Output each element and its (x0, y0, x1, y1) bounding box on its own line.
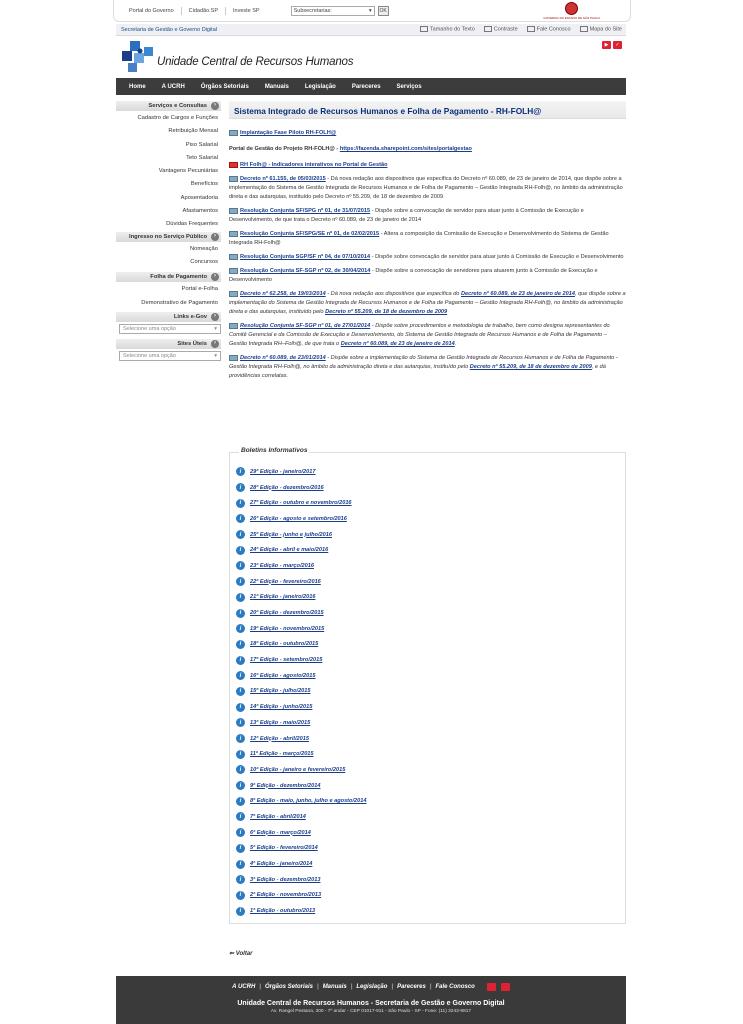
portal-url-link[interactable]: https://fazenda.sharepoint.com/sites/portalgestao (339, 146, 472, 152)
info-icon: i (236, 907, 245, 916)
info-icon: i (236, 875, 245, 884)
boletim-item (236, 762, 366, 778)
info-icon: i (236, 687, 245, 696)
header (116, 37, 626, 77)
boletim-item (236, 715, 366, 731)
boletim-link[interactable]: 6ª Edição - março/2014 (250, 829, 311, 836)
contrast-tool[interactable] (484, 26, 518, 32)
nav-ucrh[interactable]: A UCRH (161, 83, 185, 90)
footer-link-ucrh[interactable]: A UCRH (232, 984, 256, 990)
boletim-item (236, 621, 366, 637)
investe-sp-link[interactable]: Investe SP (233, 7, 260, 14)
info-icon: i (236, 703, 245, 712)
nav-manuais[interactable]: Manuais (264, 83, 289, 90)
content-item (229, 145, 626, 154)
boletim-item (236, 511, 366, 527)
boletim-item (236, 856, 366, 872)
footer-link-pareceres[interactable]: Pareceres (397, 984, 426, 990)
boletim-link[interactable]: 13ª Edição - maio/2015 (250, 719, 311, 726)
mail-icon (527, 26, 535, 32)
chevron-down-icon: ▾ (368, 7, 372, 14)
boletim-item (236, 652, 366, 668)
content-item (229, 322, 626, 349)
content-item (229, 161, 626, 170)
info-icon: i (236, 514, 245, 523)
boletim-item (236, 888, 366, 904)
boletim-link[interactable]: 2ª Edição - novembro/2013 (250, 892, 322, 899)
document-icon (229, 268, 238, 274)
footer-title: Unidade Central de Recursos Humanos - Secretaria de Gestão e Governo Digital (237, 1000, 505, 1007)
item-text: - Dispõe sobre a convocação de servidor para atuar junto à Comissão de Execução e Desenvolvimento, de que trata o Decreto nº 60.089, de 23 de janeiro de 2014 (229, 208, 584, 223)
content-item (229, 290, 626, 317)
boletim-item (236, 778, 366, 794)
nav-orgaos[interactable]: Órgãos Setoriais (200, 83, 249, 90)
separator: | (391, 984, 394, 990)
decreto-60089-main-link[interactable]: Decreto nº 60.089, de 23/01/2014 (240, 355, 326, 361)
portal-governo-link[interactable]: Portal do Governo (122, 7, 182, 15)
seal-icon (565, 2, 578, 15)
ok-button[interactable]: OK (379, 7, 387, 14)
info-icon: i (236, 765, 245, 774)
boletim-item (236, 527, 366, 543)
site-logo-text[interactable]: Unidade Central de Recursos Humanos (157, 56, 354, 68)
boletim-link[interactable]: 19ª Edição - novembro/2015 (250, 625, 325, 632)
separator: | (259, 984, 261, 990)
footer (116, 976, 626, 1024)
item-text: - Dá nova redação aos dispositivos que especifica do Decreto nº 60.089, de 23 de janeiro de 2014, que dispõe sobre a implementação do Sistema de Gestão Integrada de Recursos Humanos e de Folha de Pagamento – Gestão Integrada RH-Folh@, no âmbito da administração direta e das autarquias, instituído pelo Decreto nº 55.209, de 18 de dezembro de 2009 (229, 176, 623, 200)
document-icon (229, 176, 238, 182)
item-text: , que dispõe sobre a implementação do Sistema de Gestão Integrada de Recursos Humanos e de Folha de Pagamento – Gestão Integrada RH-Folh@, no âmbito da administração direta e das autarquias, instituído pelo (229, 291, 626, 315)
boletim-item (236, 809, 366, 825)
boletim-link[interactable]: 18ª Edição - outubro/2015 (250, 641, 319, 648)
sidebar-item[interactable]: Concursos (190, 258, 218, 265)
sidebar-item[interactable]: Dúvidas Frequentes (166, 221, 218, 228)
sidebar-section-ingresso[interactable]: Ingresso no Serviço Público › (116, 232, 221, 242)
sidebar-item[interactable]: Retribuição Mensal (168, 128, 218, 135)
resolucao-link[interactable]: Resolução Conjunta SF/SPG/SE nº 01, de 02/02/2015 (240, 231, 380, 237)
info-icon: i (236, 750, 245, 759)
boletins-list (236, 464, 366, 919)
info-icon: i (236, 656, 245, 665)
boletim-item (236, 684, 366, 700)
boletim-link[interactable]: 21ª Edição - janeiro/2016 (250, 594, 316, 601)
boletins-box (229, 447, 626, 924)
sidebar-item[interactable]: Demonstrativo de Pagamento (141, 299, 218, 306)
info-icon: i (236, 891, 245, 900)
rss-icon[interactable] (501, 983, 510, 991)
youtube-icon[interactable] (487, 983, 496, 991)
boletim-link[interactable]: 9ª Edição - dezembro/2014 (250, 782, 321, 789)
nav-home[interactable]: Home (129, 83, 146, 90)
info-icon: i (236, 593, 245, 602)
info-icon: i (236, 609, 245, 618)
decreto-55209-link[interactable]: Decreto nº 55.209, de 18 de dezembro de 2009 (469, 364, 592, 370)
boletim-item (236, 605, 366, 621)
sidebar (116, 101, 221, 363)
page-title: Sistema Integrado de Recursos Humanos e Folha de Pagamento - RH-FOLH@ (229, 101, 626, 119)
fale-conosco-tool[interactable] (527, 26, 571, 32)
separator: | (429, 984, 432, 990)
boletim-link[interactable]: 23ª Edição - março/2016 (250, 562, 314, 569)
info-icon: i (236, 561, 245, 570)
sidebar-item[interactable]: Cadastro de Cargos e Funções (137, 115, 218, 121)
info-icon: i (236, 530, 245, 539)
voltar-link[interactable] (229, 950, 252, 957)
cidadao-sp-link[interactable]: Cidadão.SP (182, 7, 226, 15)
main-nav (116, 78, 626, 95)
sites-uteis-select[interactable] (119, 351, 221, 361)
resolucao-link[interactable]: Resolução Conjunta SF-SGP nº 01, de 27/01/2014 (240, 323, 371, 329)
item-text: - Altera a composição da Comissão de Execução e Desenvolvimento do Sistema de Gestão Integrada RH-Folh@ (229, 231, 609, 246)
content-item (229, 207, 626, 225)
document-icon (229, 355, 238, 361)
main-content (229, 101, 626, 381)
contrast-label: Contraste (493, 26, 518, 33)
info-icon: i (236, 483, 245, 492)
sidebar-item[interactable]: Nomeação (189, 245, 218, 252)
boletim-link[interactable]: 3ª Edição - dezembro/2013 (250, 876, 321, 883)
decreto-55209-link[interactable]: Decreto nº 55.209, de 18 de dezembro de 2009 (325, 309, 448, 315)
boletim-link[interactable]: 7ª Edição - abril/2014 (250, 813, 306, 820)
document-icon (229, 323, 238, 329)
boletim-item (236, 464, 366, 480)
content-item (229, 253, 626, 262)
boletim-item (236, 637, 366, 653)
boletim-item (236, 668, 366, 684)
footer-link-manuais[interactable]: Manuais (322, 984, 347, 990)
info-icon: i (236, 499, 245, 508)
boletim-link[interactable]: 29ª Edição - janeiro/2017 (250, 468, 316, 475)
content-item (229, 267, 626, 285)
boletim-link[interactable]: 10ª Edição - janeiro e fevereiro/2015 (250, 766, 346, 773)
boletim-item (236, 731, 366, 747)
boletim-link[interactable]: 11ª Edição - março/2015 (250, 751, 314, 758)
item-text: - Dispõe sobre procedimentos e metodologia de trabalho, bem como designa representantes do Comitê Gerencial e da Comissão de Execução e Desenvolvimento, do Sistema de Gestão Integrada de Recursos Humanos e de Folha de Pagamento – Gestão Integrada RH–Folh@, de que trata o (229, 323, 610, 347)
boletim-item (236, 793, 366, 809)
boletim-link[interactable]: 1ª Edição - outubro/2013 (250, 908, 316, 915)
boletim-link[interactable]: 26ª Edição - agosto e setembro/2016 (250, 515, 347, 522)
info-icon: i (236, 812, 245, 821)
boletim-item (236, 542, 366, 558)
boletim-link[interactable]: 15ª Edição - julho/2015 (250, 688, 311, 695)
document-icon (229, 291, 238, 297)
subsecretarias-select[interactable] (291, 6, 375, 16)
boletim-item (236, 590, 366, 606)
boletim-item (236, 872, 366, 888)
resolucao-link[interactable]: Resolução Conjunta SGP/SF nº 04, de 07/10/2014 (240, 254, 371, 260)
item-text: - Dispõe sobre a implementação do Sistema de Gestão Integrada de Recursos Humanos e de Folha de Pagamento - Gestão Integrada RH-Folh@, no âmbito da administração direta e das autarquias, instituído pelo (229, 355, 618, 370)
sidebar-item[interactable]: Vantagens Pecuniárias (158, 168, 218, 175)
sidebar-section-servicos[interactable]: Serviços e Consultas › (116, 101, 221, 111)
info-icon: i (236, 718, 245, 727)
sidebar-item[interactable]: Aposentadoria (180, 194, 218, 201)
indicadores-link[interactable]: RH Folh@ - Indicadores interativos no Portal de Gestão (240, 162, 388, 168)
boletim-item (236, 841, 366, 857)
separator: | (350, 984, 353, 990)
sidebar-section-folha[interactable]: Folha de Pagamento › (116, 272, 221, 282)
boletim-link[interactable]: 22ª Edição - fevereiro/2016 (250, 578, 321, 585)
text-size-icon (420, 26, 428, 32)
sidebar-item[interactable]: Benefícios (190, 181, 218, 188)
links-egov-select[interactable] (119, 324, 221, 334)
footer-address: Av. Rangel Pestana, 300 - 7º andar - CEP 01017-911 - São Paulo - SP - Fone: (11) 3243-9817 (270, 1009, 472, 1014)
info-icon: i (236, 828, 245, 837)
item-text: - Dispõe sobre a convocação de servidores para atuarem junto à Comissão de Execução e Desenvolvimento (229, 268, 598, 283)
boletim-item (236, 699, 366, 715)
gov-logo-text: GOVERNO DO ESTADO DE SÃO PAULO (543, 16, 600, 20)
sidebar-item[interactable]: Teto Salarial (186, 154, 218, 161)
gov-logo[interactable] (543, 2, 600, 20)
boletim-link[interactable]: 20ª Edição - dezembro/2015 (250, 610, 324, 617)
footer-link-orgaos[interactable]: Órgãos Setoriais (264, 984, 313, 990)
boletim-link[interactable]: 14ª Edição - junho/2015 (250, 704, 313, 711)
boletim-link[interactable]: 27ª Edição - outubro e novembro/2016 (250, 500, 352, 507)
boletim-link[interactable]: 25ª Edição - junho e julho/2016 (250, 531, 332, 538)
decreto-61155-link[interactable]: Decreto nº 61.155, de 05/03/2015 (240, 176, 326, 182)
boletim-item (236, 480, 366, 496)
info-icon: i (236, 860, 245, 869)
content-item (229, 354, 626, 381)
chevron-down-icon: ▾ (214, 352, 217, 359)
boletim-link[interactable]: 24ª Edição - abril e maio/2016 (250, 547, 329, 554)
sitemap-tool[interactable] (580, 26, 622, 32)
pdf-icon (229, 162, 238, 168)
period: . (454, 341, 457, 347)
portal-label: Portal de Gestão do Projeto RH-FOLH@ - (229, 146, 340, 152)
contrast-icon (484, 26, 492, 32)
fale-conosco-label: Fale Conosco (536, 26, 571, 33)
boletim-item (236, 574, 366, 590)
sidebar-item[interactable]: Piso Salarial (185, 141, 218, 148)
boletim-link[interactable]: 4ª Edição - janeiro/2014 (250, 861, 313, 868)
content-item (229, 230, 626, 248)
content-item (229, 129, 626, 138)
resolucao-link[interactable]: Resolução Conjunta SF-SGP nº 02, de 30/04/2014 (240, 268, 371, 274)
youtube-icon[interactable]: ▶ (602, 41, 611, 49)
subsecretarias-label: Subsecretarias: (293, 7, 332, 14)
info-icon: i (236, 467, 245, 476)
info-icon: i (236, 734, 245, 743)
info-icon: i (236, 797, 245, 806)
nav-servicos[interactable]: Serviços (396, 83, 422, 90)
voltar-label: Voltar (235, 951, 253, 957)
select-placeholder: Selecione uma opção (123, 325, 176, 332)
boletim-item (236, 903, 366, 919)
sidebar-section-links-egov[interactable]: Links e-Gov › (116, 312, 221, 322)
sitemap-label: Mapa do Site (589, 26, 622, 33)
chevron-down-icon: ▾ (214, 325, 217, 332)
document-icon (229, 254, 238, 260)
puzzle-logo-icon[interactable] (120, 39, 156, 75)
sidebar-item[interactable]: Afastamentos (182, 208, 218, 215)
rss-icon[interactable]: ✓ (613, 41, 622, 49)
back-arrow-icon: ⇐ (229, 951, 236, 957)
decreto-62258-link[interactable]: Decreto nº 62.258, de 19/03/2014 (240, 291, 326, 297)
text-size-tool[interactable] (420, 26, 475, 32)
decreto-60089-link[interactable]: Decreto nº 60.089, de 23 de janeiro de 2014 (340, 341, 455, 347)
info-icon: i (236, 546, 245, 555)
info-icon: i (236, 624, 245, 633)
footer-link-legislacao[interactable]: Legislação (356, 984, 388, 990)
nav-legislacao[interactable]: Legislação (304, 83, 336, 90)
boletim-item (236, 825, 366, 841)
secretaria-link[interactable]: Secretaria de Gestão e Governo Digital (121, 26, 217, 33)
nav-pareceres[interactable]: Pareceres (351, 83, 381, 90)
item-text: , e dá providências correlatas. (229, 364, 606, 379)
footer-link-fale[interactable]: Fale Conosco (435, 984, 475, 990)
info-icon: i (236, 781, 245, 790)
top-bar (113, 0, 631, 22)
implantacao-link[interactable]: Implantação Fase Piloto RH-FOLH@ (240, 130, 337, 136)
info-icon: i (236, 671, 245, 680)
secretaria-bar (116, 24, 626, 36)
select-placeholder: Selecione uma opção (123, 352, 176, 359)
info-icon: i (236, 640, 245, 649)
boletim-item (236, 495, 366, 511)
sidebar-item[interactable]: Portal e-Folha (181, 286, 218, 293)
boletim-item (236, 746, 366, 762)
document-icon (229, 130, 238, 136)
boletim-link[interactable]: 16ª Edição - agosto/2015 (250, 672, 316, 679)
item-text: - Dispõe sobre convocação de servidor para atuar junto à Comissão de Execução e Desenvolvimento (370, 254, 624, 260)
decreto-60089-link[interactable]: Decreto nº 60.089, de 23 de janeiro de 2014 (460, 291, 575, 297)
boletim-link[interactable]: 12ª Edição - abril/2015 (250, 735, 309, 742)
info-icon: i (236, 844, 245, 853)
resolucao-link[interactable]: Resolução Conjunta SF/SPG nº 01, de 31/07/2015 (240, 208, 371, 214)
boletim-item (236, 558, 366, 574)
content-item (229, 175, 626, 202)
document-icon (229, 208, 238, 214)
boletim-link[interactable]: 17ª Edição - setembro/2015 (250, 657, 323, 664)
separator: | (317, 984, 319, 990)
text-size-label: Tamanho do Texto (429, 26, 475, 33)
boletim-link[interactable]: 8ª Edição - maio, junho, julho e agosto/2014 (250, 798, 367, 805)
document-icon (229, 231, 238, 237)
footer-nav (116, 983, 626, 991)
boletim-link[interactable]: 28ª Edição - dezembro/2016 (250, 484, 324, 491)
info-icon: i (236, 577, 245, 586)
sidebar-section-sites-uteis[interactable]: Sites Úteis › (116, 339, 221, 349)
boletins-legend: Boletins Informativos (241, 447, 308, 454)
item-text: - Dá nova redação aos dispositivos que especifica do (325, 291, 461, 297)
sitemap-icon (580, 26, 588, 32)
boletim-link[interactable]: 5ª Edição - fevereiro/2014 (250, 845, 318, 852)
